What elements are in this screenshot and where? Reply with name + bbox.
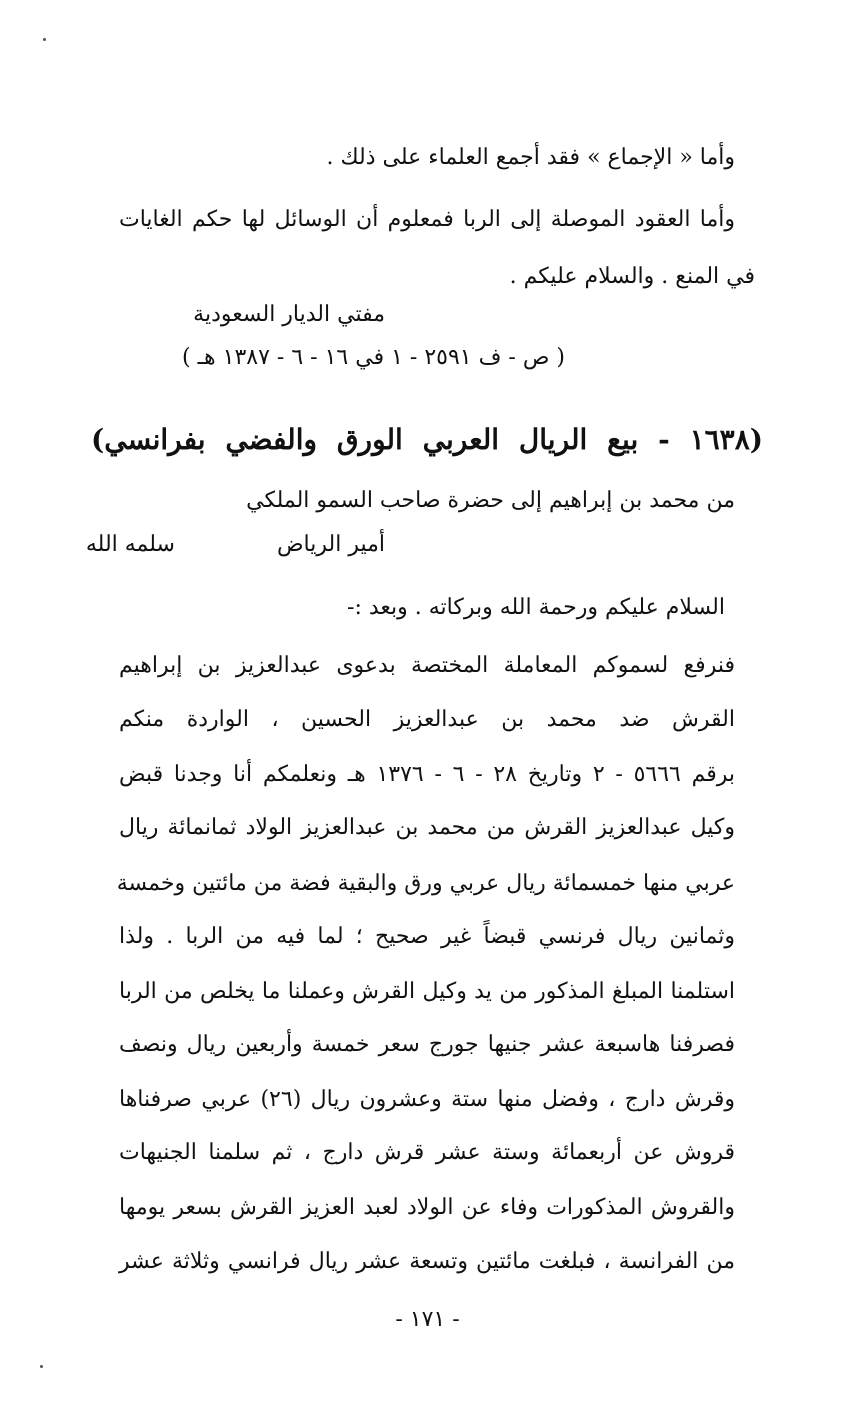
- reference-number: ( ص - ف ٢٥٩١ - ١ في ١٦ - ٦ - ١٣٨٧ هـ ): [182, 345, 565, 370]
- text-line-2: وأما العقود الموصلة إلى الربا فمعلوم أن الوسائل لها حكم الغايات: [119, 207, 735, 232]
- body-line-9: وقرش دارج ، وفضل منها ستة وعشرون ريال (٢٦) عربي صرفناها: [119, 1087, 735, 1112]
- scan-speck: [43, 38, 46, 41]
- letter-recipient: أمير الرياض: [276, 532, 385, 557]
- letter-greeting: السلام عليكم ورحمة الله وبركاته . وبعد :-: [347, 595, 725, 620]
- body-line-2: القرش ضد محمد بن عبدالعزيز الحسين ، الواردة منكم: [119, 707, 735, 732]
- body-line-6: وثمانين ريال فرنسي قبضاً غير صحيح ؛ لما فيه من الربا . ولذا: [119, 924, 735, 949]
- body-line-5: عربي منها خمسمائة ريال عربي ورق والبقية فضة من مائتين وخمسة: [116, 871, 735, 896]
- text-line-1: وأما « الإجماع » فقد أجمع العلماء على ذلك .: [326, 145, 735, 170]
- letter-blessing: سلمه الله: [85, 532, 175, 557]
- body-line-11: والقروش المذكورات وفاء عن الولاد لعبد العزيز القرش بسعر يومها: [119, 1195, 735, 1220]
- body-line-1: فنرفع لسموكم المعاملة المختصة بدعوى عبدالعزيز بن إبراهيم: [119, 653, 735, 678]
- body-line-10: قروش عن أربعمائة وستة عشر قرش دارج ، ثم سلمنا الجنيهات: [119, 1140, 735, 1165]
- text-line-3: في المنع . والسلام عليكم .: [509, 264, 755, 289]
- body-line-7: استلمنا المبلغ المذكور من يد وكيل القرش وعملنا ما يخلص من الربا: [119, 979, 735, 1004]
- body-line-8: فصرفنا هاسبعة عشر جنيها جورج سعر خمسة وأربعين ريال ونصف: [119, 1032, 735, 1057]
- scan-speck: [40, 1365, 43, 1368]
- body-line-3: برقم ٥٦٦٦ - ٢ وتاريخ ٢٨ - ٦ - ١٣٧٦ هـ ونعلمكم أنا وجدنا قبض: [119, 762, 735, 787]
- section-heading: (١٦٣٨ - بيع الريال العربي الورق والفضي بفرانسي): [91, 423, 763, 456]
- body-line-4: وكيل عبدالعزيز القرش من محمد بن عبدالعزيز الولاد ثمانمائة ريال: [119, 815, 735, 840]
- page-number: - ١٧١ -: [395, 1307, 460, 1332]
- body-line-12: من الفرانسة ، فبلغت مائتين وتسعة عشر ريال فرانسي وثلاثة عشر: [119, 1249, 735, 1274]
- signature-title: مفتي الديار السعودية: [193, 302, 385, 327]
- letter-from: من محمد بن إبراهيم إلى حضرة صاحب السمو الملكي: [246, 488, 735, 513]
